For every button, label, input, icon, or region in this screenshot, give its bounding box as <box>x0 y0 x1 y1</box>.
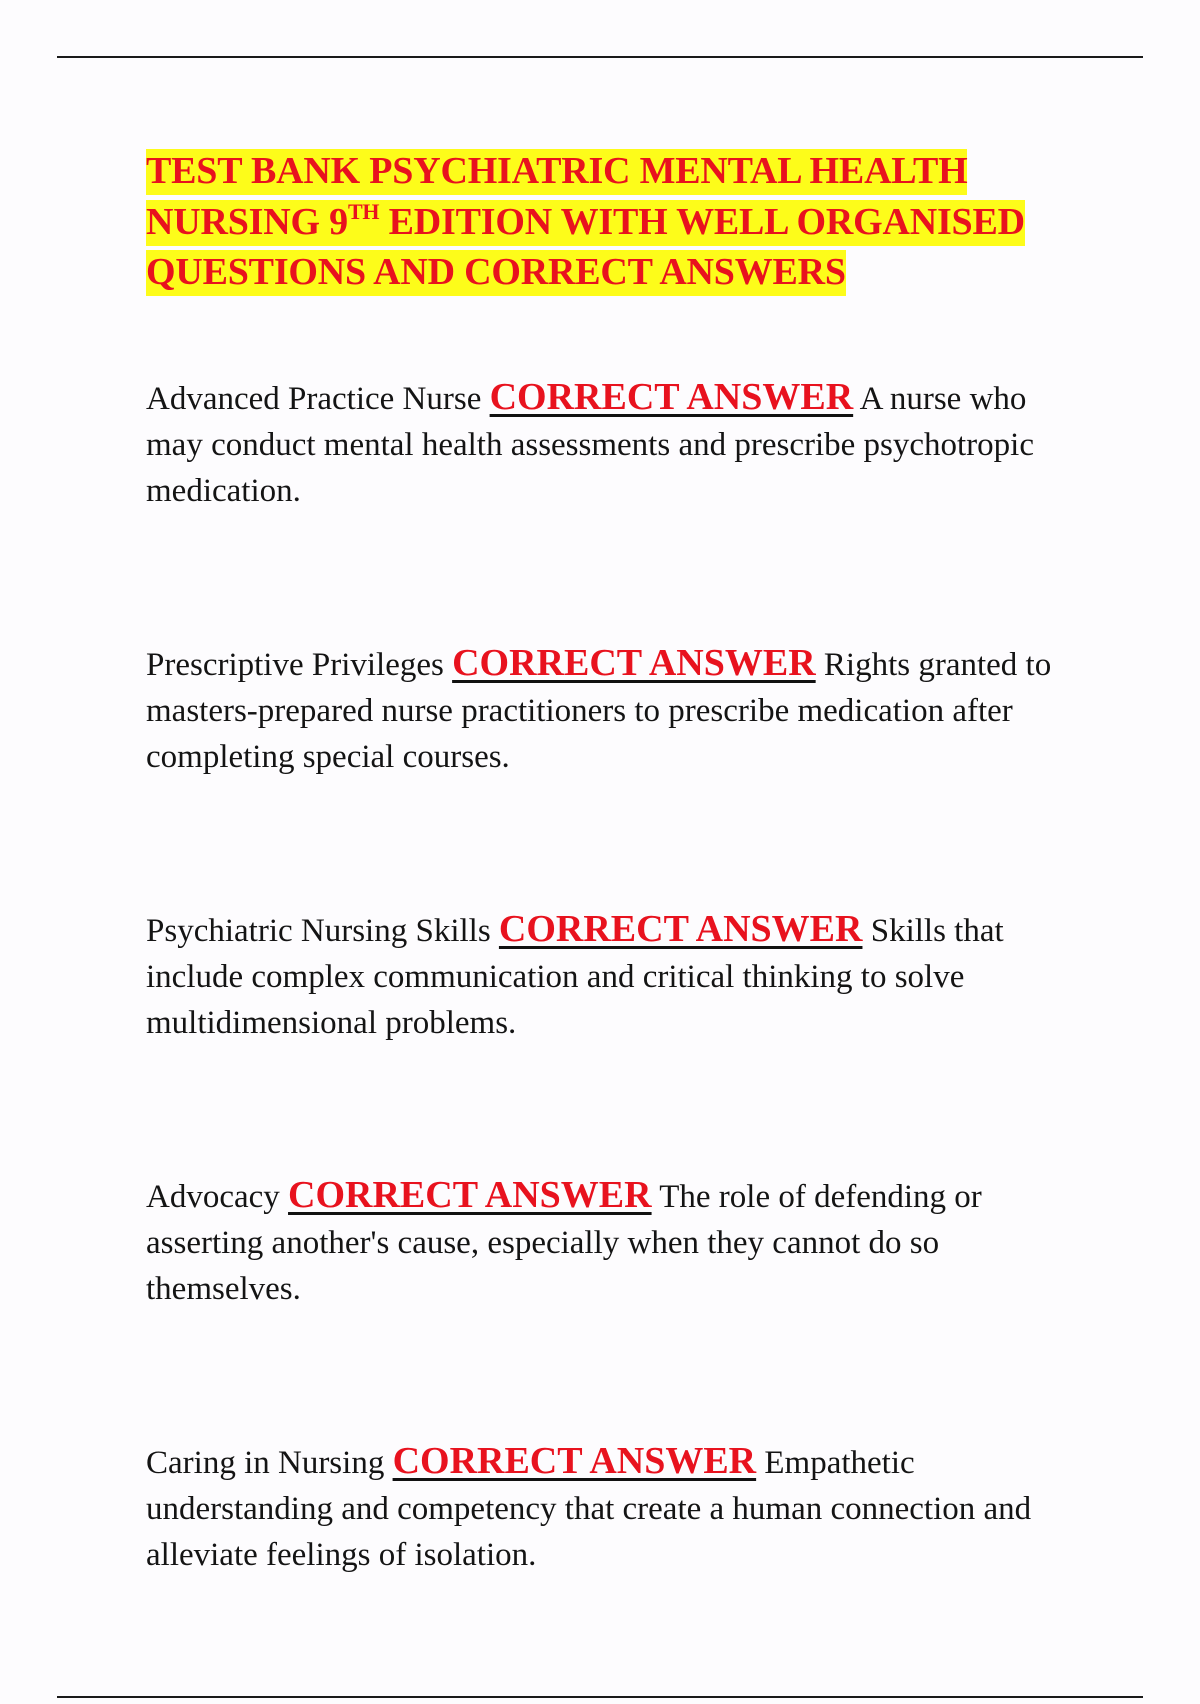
entry-term: Psychiatric Nursing Skills <box>146 912 491 949</box>
entry-term: Advanced Practice Nurse <box>146 380 482 417</box>
glossary-entry <box>146 374 1091 514</box>
correct-answer-marker: CORRECT ANSWER <box>498 907 863 950</box>
correct-answer-marker: CORRECT ANSWER <box>288 1173 652 1216</box>
document-page <box>146 146 1106 1704</box>
entry-definition: Empathetic understanding and competency that create a human connection and alleviate feelings of isolation. <box>146 1444 1032 1573</box>
entry-term: Advocacy <box>146 1178 280 1215</box>
glossary-list <box>146 374 1106 1578</box>
footer-rule <box>57 1696 1143 1698</box>
correct-answer-marker: CORRECT ANSWER <box>489 375 854 418</box>
correct-answer-marker: CORRECT ANSWER <box>452 641 816 684</box>
glossary-entry <box>146 1438 1091 1578</box>
entry-term: Caring in Nursing <box>146 1444 385 1481</box>
title-part-1: TEST BANK PSYCHIATRIC MENTAL HEALTH NURSING 9 <box>146 150 968 243</box>
title-superscript: TH <box>347 198 380 224</box>
entry-definition: Rights granted to masters-prepared nurse practitioners to prescribe medication after completing special courses. <box>146 646 1052 775</box>
glossary-entry <box>146 640 1091 780</box>
header-rule <box>57 56 1143 58</box>
title-highlight <box>146 149 1025 296</box>
title-part-2: EDITION WITH WELL ORGANISED QUESTIONS AND CORRECT ANSWERS <box>146 200 1025 293</box>
glossary-entry <box>146 906 1091 1046</box>
correct-answer-marker: CORRECT ANSWER <box>392 1439 757 1482</box>
entry-definition: A nurse who may conduct mental health assessments and prescribe psychotropic medication. <box>146 380 1034 509</box>
glossary-entry <box>146 1172 1091 1312</box>
entry-definition: The role of defending or asserting another's cause, especially when they cannot do so themselves. <box>146 1178 982 1307</box>
entry-term: Prescriptive Privileges <box>146 646 444 683</box>
document-title <box>146 146 1106 298</box>
entry-definition: Skills that include complex communication and critical thinking to solve multidimensional problems. <box>146 912 1004 1041</box>
